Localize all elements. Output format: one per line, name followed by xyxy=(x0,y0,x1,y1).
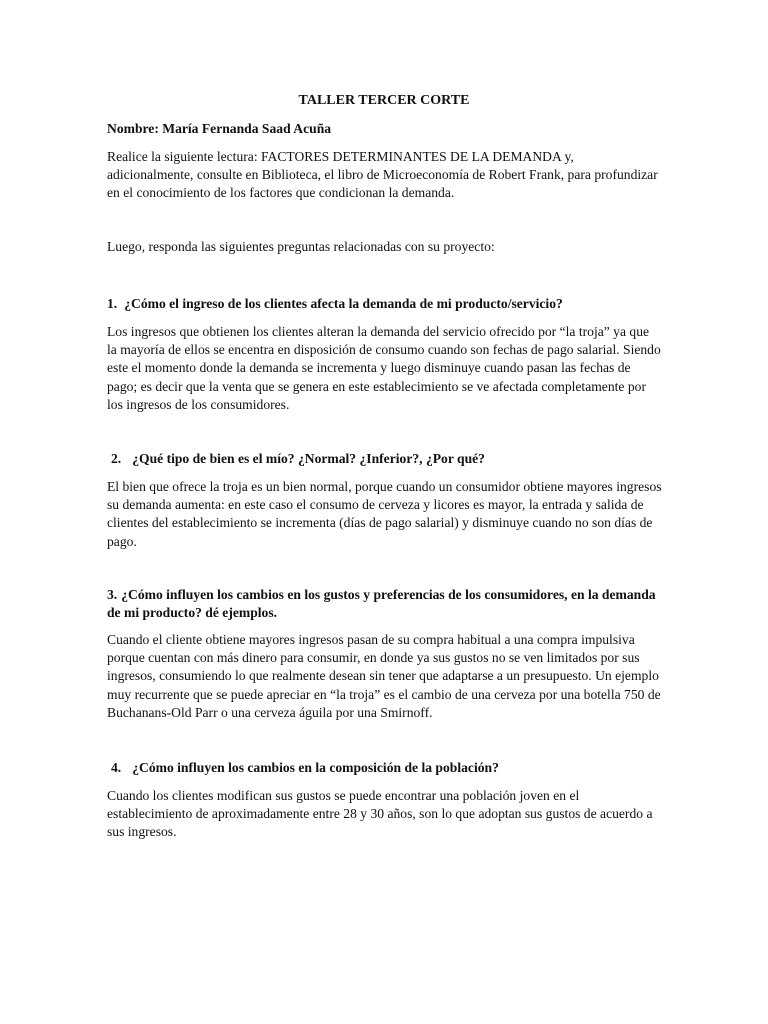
question-3-number: 3. xyxy=(107,587,118,602)
question-1 xyxy=(107,295,662,313)
question-2-text: ¿Qué tipo de bien es el mío? ¿Normal? ¿Inferior?, ¿Por qué? xyxy=(132,451,485,466)
document-title: TALLER TERCER CORTE xyxy=(298,93,470,108)
question-4-number: 4. xyxy=(111,760,122,775)
answer-4: Cuando los clientes modifican sus gustos se puede encontrar una población joven en el establecimiento de aproximadamente entre 28 y 30 años, son lo que adoptan sus gustos de acuerdo a sus ingresos. xyxy=(107,788,653,840)
question-2 xyxy=(111,450,666,468)
question-3-text: ¿Cómo influyen los cambios en los gustos y preferencias de los consumidores, en la demanda de mi producto? dé ejemplos. xyxy=(107,587,656,621)
question-1-number: 1. xyxy=(107,296,118,311)
answer-2: El bien que ofrece la troja es un bien normal, porque cuando un consumidor obtiene mayores ingresos su demanda aumenta: en este caso el consumo de cerveza y licores es mayor, la entrada y salida de clientes del establecimiento se incrementa (días de pago salarial) y disminuye cuando no son días de pago. xyxy=(107,479,662,549)
question-3 xyxy=(107,586,662,622)
instruction-paragraph: Luego, responda las siguientes preguntas relacionadas con su proyecto: xyxy=(107,239,495,254)
question-1-text: ¿Cómo el ingreso de los clientes afecta la demanda de mi producto/servicio? xyxy=(124,296,563,311)
answer-3: Cuando el cliente obtiene mayores ingresos pasan de su compra habitual a una compra impulsiva porque cuentan con más dinero para consumir, en donde ya sus gustos no se ven limitados por sus ingresos, consumiendo lo que realmente desean sin tener que adaptarse a un presupuesto. Un ejemplo muy recurrente que se puede apreciar en “la troja” es el cambio de una cerveza por una botella 750 de Buchanans-Old Parr o una cerveza águila por una Smirnoff. xyxy=(107,632,661,720)
question-2-number: 2. xyxy=(111,451,122,466)
question-4-text: ¿Cómo influyen los cambios en la composición de la población? xyxy=(132,760,499,775)
student-name: Nombre: María Fernanda Saad Acuña xyxy=(107,121,332,136)
answer-1: Los ingresos que obtienen los clientes alteran la demanda del servicio ofrecido por “la troja” ya que la mayoría de ellos se encentra en disposición de consumo cuando son fechas de pago salarial. Siendo este el momento donde la demanda se incrementa y luego disminuye cuando pasan las fechas de pago; es decir que la venta que se genera en este establecimiento se ve afectada completamente por los ingresos de los consumidores. xyxy=(107,324,661,412)
intro-paragraph: Realice la siguiente lectura: FACTORES DETERMINANTES DE LA DEMANDA y, adicionalmente, consulte en Biblioteca, el libro de Microeconomía de Robert Frank, para profundizar en el conocimiento de los factores que condicionan la demanda. xyxy=(107,149,658,201)
question-4 xyxy=(111,759,666,777)
